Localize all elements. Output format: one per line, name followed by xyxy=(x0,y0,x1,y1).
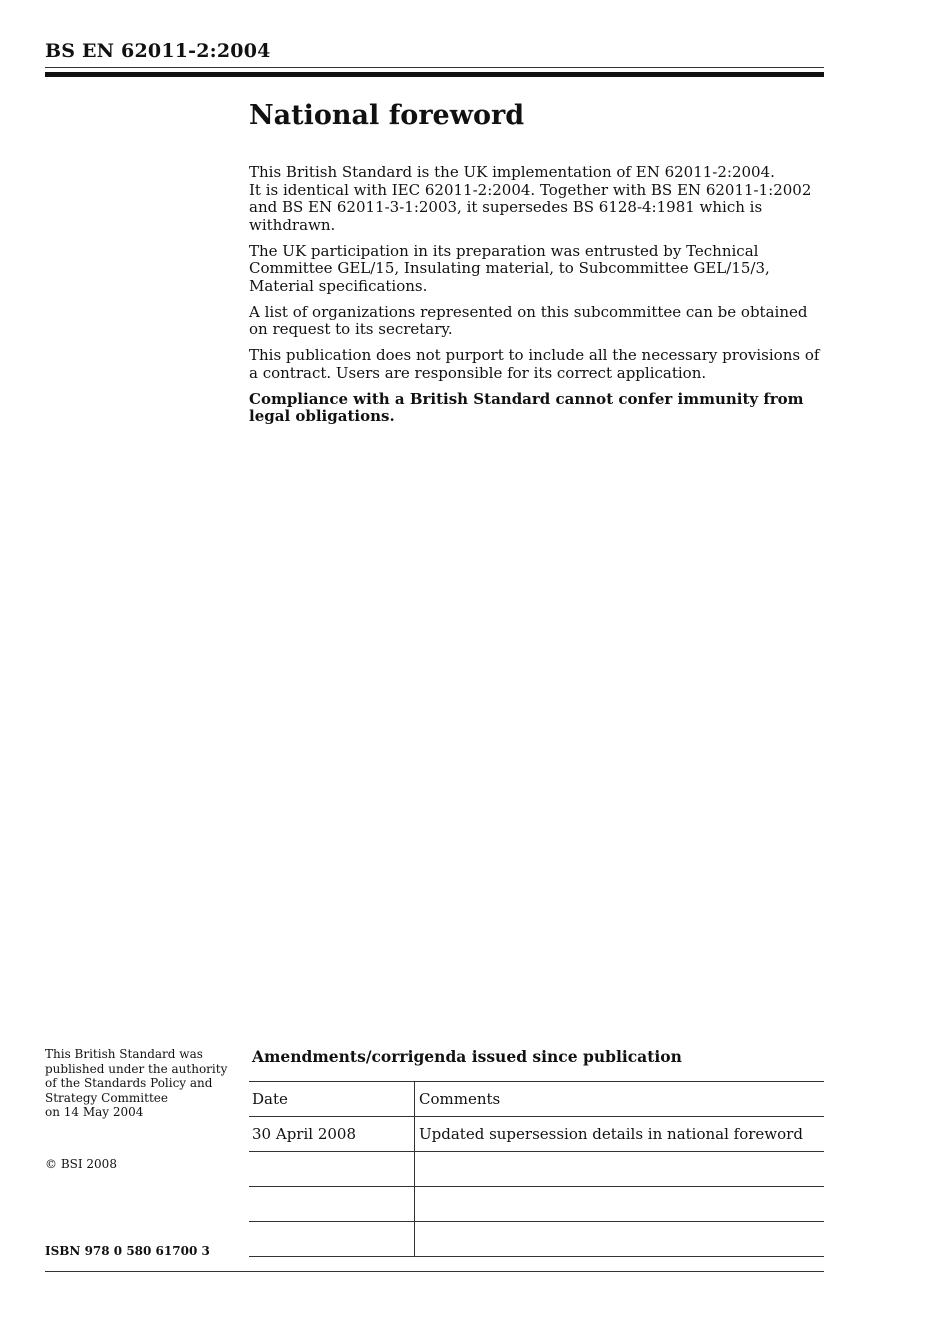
header-rule-thick xyxy=(45,72,824,77)
paragraph-implementation-line2: It is identical with IEC 62011-2:2004. Together with BS EN 62011-1:2002 and BS EN 62011-3-1:2003, it supersedes BS 6128-4:1981 which is withdrawn. xyxy=(249,180,812,234)
copyright-notice: © BSI 2008 xyxy=(45,1157,117,1171)
cell-date xyxy=(249,1222,415,1257)
isbn: ISBN 978 0 580 61700 3 xyxy=(45,1244,210,1258)
publication-note-line: on 14 May 2004 xyxy=(45,1105,144,1119)
page-title: National foreword xyxy=(249,100,525,131)
foreword-body xyxy=(249,164,829,434)
publication-note xyxy=(45,1047,240,1120)
paragraph-implementation xyxy=(249,164,829,234)
footer-rule xyxy=(45,1271,824,1272)
column-header-comments: Comments xyxy=(415,1082,825,1117)
cell-comments xyxy=(415,1187,825,1222)
header-rule-thin xyxy=(45,67,824,68)
table-row xyxy=(249,1152,824,1187)
cell-comments xyxy=(415,1222,825,1257)
cell-date xyxy=(249,1152,415,1187)
table-header-row xyxy=(249,1082,824,1117)
cell-comments: Updated supersession details in national foreword xyxy=(415,1117,825,1152)
paragraph-organizations: A list of organizations represented on this subcommittee can be obtained on request to its secretary. xyxy=(249,302,808,338)
amendments-heading: Amendments/corrigenda issued since publication xyxy=(252,1047,682,1066)
paragraph-participation: The UK participation in its preparation was entrusted by Technical Committee GEL/15, Insulating material, to Subcommittee GEL/15/3, Material specifications. xyxy=(249,241,770,295)
column-header-date: Date xyxy=(249,1082,415,1117)
table-row xyxy=(249,1187,824,1222)
table-row xyxy=(249,1222,824,1257)
publication-note-line: This British Standard was xyxy=(45,1047,203,1061)
publication-note-line: of the Standards Policy and xyxy=(45,1076,213,1090)
paragraph-implementation-line1: This British Standard is the UK implementation of EN 62011-2:2004. xyxy=(249,163,775,181)
cell-comments xyxy=(415,1152,825,1187)
publication-note-line: published under the authority xyxy=(45,1061,228,1076)
cell-date: 30 April 2008 xyxy=(249,1117,415,1152)
cell-date xyxy=(249,1187,415,1222)
paragraph-disclaimer: This publication does not purport to include all the necessary provisions of a contract. Users are responsible for its correct application. xyxy=(249,346,820,382)
publication-note-line: Strategy Committee xyxy=(45,1090,168,1105)
document-id: BS EN 62011-2:2004 xyxy=(45,40,271,62)
paragraph-compliance: Compliance with a British Standard cannot confer immunity from legal obligations. xyxy=(249,389,804,425)
table-row xyxy=(249,1117,824,1152)
amendments-table xyxy=(249,1081,824,1257)
